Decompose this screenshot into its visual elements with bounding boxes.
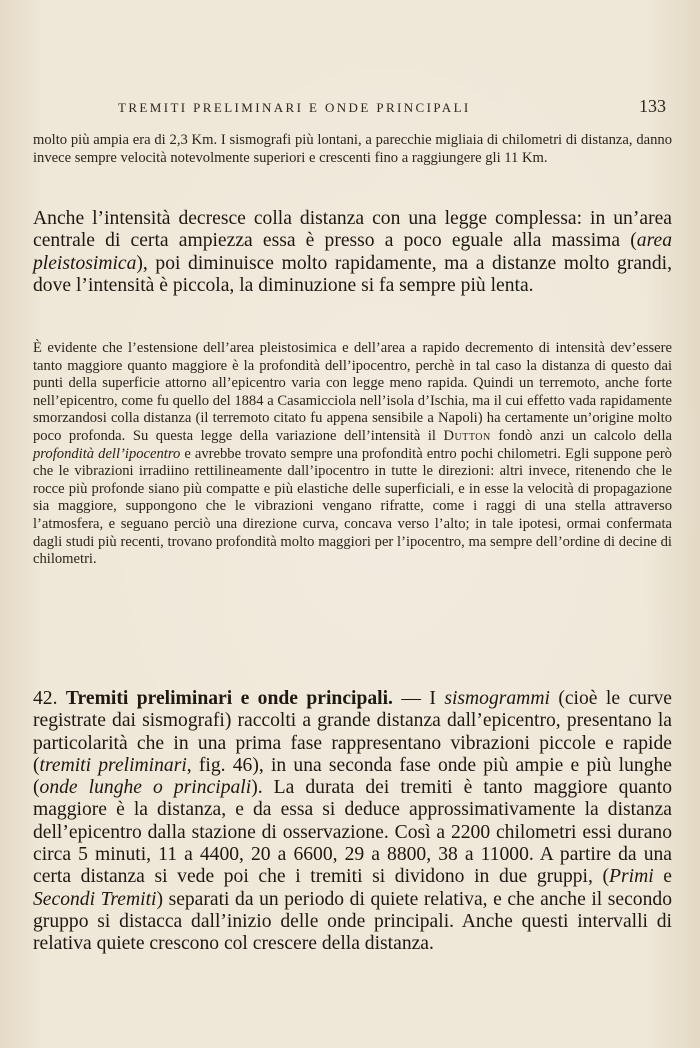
italic-term: profondità dell’ipocentro bbox=[33, 445, 181, 462]
paragraph-intensity bbox=[33, 208, 672, 297]
paragraph-text: Anche l’intensità decresce colla distanza con una legge complessa: in un’area centrale di certa ampiezza essa è presso a poco eguale alla massima ( bbox=[33, 208, 672, 252]
paragraph-text: È evidente che l’estensione dell’area pleistosimica e dell’area a rapido decremento di intensità dev’essere tanto maggiore quanto maggiore è la profondità dell’ipocentro, perchè in tal caso la distanza di questo dai punti della superficie attorno all’epicentro varia con legge meno rapida. Quindi un terremoto, anche forte nell’epicentro, come fu quello del 1884 a Casamicciola nell’isola d’Ischia, ma il cui effetto vada rapidamente smorzandosi colla distanza (il terremoto citato fu appena sensibile a Napoli) ha certamente un’origine molto poco profonda. Su questa legge della variazione dell’intensità il bbox=[33, 340, 672, 444]
page-number: 133 bbox=[639, 96, 666, 116]
italic-term: onde lunghe o principali bbox=[39, 777, 252, 799]
paragraph-text: fondò anzi un calcolo della bbox=[490, 427, 673, 444]
italic-term: Primi bbox=[609, 866, 654, 888]
italic-term: tremiti preliminari bbox=[39, 754, 187, 776]
paragraph-text: ) separati da un periodo di quiete relativa, e che anche il secondo gruppo si distacca dall’inizio delle onde principali. Anche questi intervalli di relativa quiete crescono col crescere della distanza. bbox=[33, 888, 672, 955]
paragraph-text: (cioè le curve registrate dai sismografi) raccolti a grande distanza dall’epicentro, presentano la particolarità che in una prima fase rappresentano vibrazioni piccole e rapide ( bbox=[33, 688, 672, 776]
italic-term: sismogrammi bbox=[444, 688, 550, 709]
author-name: Dutton bbox=[443, 427, 491, 444]
paragraph-text: e avrebbe trovato sempre una profondità entro pochi chilometri. Egli suppone però che le vibrazioni irradiino rettilineamente dall’ipocentro in tutte le direzioni: altri invece, ritenendo che le rocce più profonde siano più compatte e più elastiche delle superficiali, e in esse la velocità di propagazione sia maggiore, suppongono che le vibrazioni vengano rifratte, come i raggi di una stella attraverso l’atmosfera, e seguano perciò una direzione curva, concava verso l’alto; in tale ipotesi, ormai confermata dagli studi più recenti, trovano profondità molto maggiori per l’ipocentro, ma sempre dell’ordine di decine di chilometri. bbox=[33, 445, 672, 568]
paragraph-text: — I bbox=[392, 688, 445, 709]
paragraph-note bbox=[33, 340, 672, 569]
paragraph-text: ). La durata dei tremiti è tanto maggiore quanto maggiore è la distanza, e da essa si deduce approssimativamente la distanza dell’epicentro dalla stazione di osservazione. Così a 2200 chilometri essi durano circa 5 minuti, 11 a 4400, 20 a 6600, 29 a 8800, 38 a 11000. A partire da una certa distanza si vede poi che i tremiti si dividono in due gruppi, ( bbox=[33, 777, 672, 888]
paragraph-text: e bbox=[653, 866, 672, 888]
page-header bbox=[32, 96, 670, 122]
paragraph-text: ), poi diminuisce molto rapidamente, ma a distanze molto grandi, dove l’intensità è piccola, la diminuzione si fa sempre più lenta. bbox=[33, 252, 672, 296]
section-42 bbox=[33, 688, 672, 956]
italic-term: area pleistosimica bbox=[33, 230, 672, 274]
paragraph-continued bbox=[33, 132, 672, 167]
paragraph-text: , fig. 46), in una seconda fase onde più ampie e più lunghe ( bbox=[33, 754, 673, 799]
section-title: Tremiti preliminari e onde principali. bbox=[65, 688, 393, 709]
italic-term: Secondi Tremiti bbox=[33, 888, 157, 910]
running-head: TREMITI PRELIMINARI E ONDE PRINCIPALI bbox=[118, 100, 471, 115]
paragraph-text: molto più ampia era di 2,3 Km. I sismografi più lontani, a parecchie migliaia di chilometri di distanza, danno invece sempre velocità notevolmente superiori e crescenti fino a raggiungere gli 11 Km. bbox=[33, 132, 672, 166]
section-number: 42. bbox=[33, 688, 58, 709]
